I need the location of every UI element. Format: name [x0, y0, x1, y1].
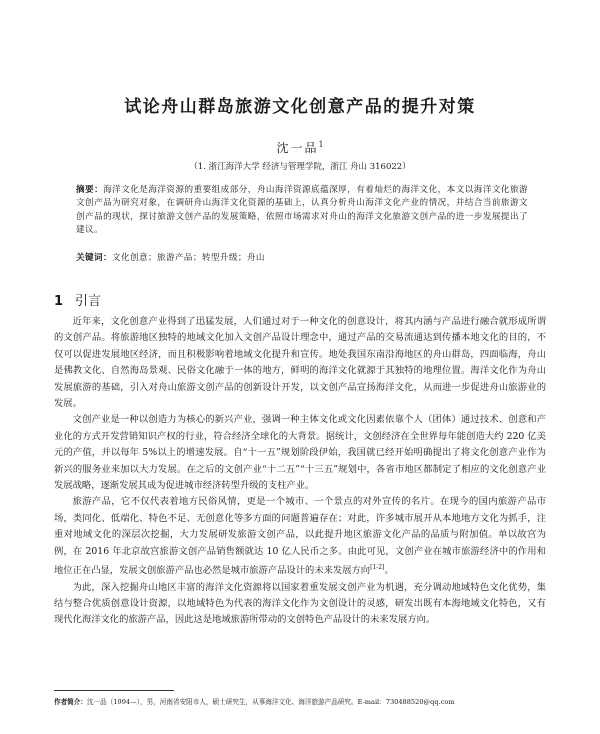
footnote-rule — [54, 690, 174, 691]
citation-ref: [1-2] — [370, 564, 385, 572]
paper-title: 试论舟山群岛旅游文化创意产品的提升对策 — [124, 97, 476, 117]
footnote-label: 作者简介： — [54, 698, 87, 706]
section-heading — [54, 290, 101, 309]
section-number: 1 — [54, 294, 64, 309]
paragraph: 文创产业是一种以创造力为核心的新兴产业，强调一种主体文化或文化因素依靠个人（团体）通过技术、创意和产业化的方式开发营销知识产权的行业，符合经济全球化的大背景。据统计，文创经济在全世界每年能创造大约 220 亿美元的产值，并以每年 5%以上的增速发展。自“十一五”规划阶段伊始，我国就已经开始明确提出了将文化创意产业作为新兴的服务业来加以大力发展。在之后的文创产业“十二五”“十三五”规划中，各省市地区都制定了相应的文化创意产业发展战略，逐渐发展其成为促进城市经济转型升级的支柱产业。 — [54, 414, 546, 492]
abstract-text: 海洋文化是海洋资源的重要组成部分，舟山海洋资源底蕴深厚，有着灿烂的海洋文化，本文以海洋文化旅游文创产品为研究对象，在调研舟山海洋文化资源的基础上，认真分析舟山海洋文化产业的情况，并结合当前旅游文创产品的现状，探讨旅游文创产品的发展策略，依照市场需求对舟山的海洋文化旅游文创产品的进一步发展提出了建议。 — [76, 185, 528, 236]
keywords — [76, 252, 528, 265]
body-text — [54, 314, 546, 629]
paragraph-tail: 。 — [384, 565, 394, 577]
keywords-text: 文化创意；旅游产品；转型升级；舟山 — [111, 253, 265, 263]
paragraph-text: 旅游产品，它不仅代表着地方民俗风情，更是一个城市、一个景点的对外宣传的名片。在现今的国内旅游产品市场，类同化、低端化、特色不足、无创意化等多方面的问题普遍存在；对此，许多城市展开从本地地方文化为抓手，注重对地域文化的深层次挖掘，大力发展研发旅游文创产品，以此提升地区旅游文化产品的品质与附加值。单以故宫为例，在 2016 年北京故宫旅游文创产品销售额就达 10 亿人民币之多。由此可见，文创产业在城市旅游经济中的作用和地位正在凸显，发展文创旅游产品也必然是城市旅游产品设计的未来发展方向 — [54, 496, 546, 577]
paragraph — [54, 494, 546, 579]
paragraph: 近年来，文化创意产业得到了迅猛发展，人们通过对于一种文化的创意设计，将其内涵与产品进行融合就形成所谓的文创产品。将旅游地区独特的地域文化加入文创产品设计理念中，通过产品的交易流通达到传播本地文化的目的，不仅可以促进发展地区经济，而且积极影响着地域文化提升和宣传。地处我国东南沿海地区的舟山群岛，四面临海，舟山是佛教文化、自然海岛景观、民俗文化融于一体的地方，鲜明的海洋文化就源于其独特的地理位置。海洋文化作为舟山发展旅游的基础，引入对舟山旅游文创产品的创新设计开发，以文创产品宣扬海洋文化，从而进一步促进舟山旅游业的发展。 — [54, 316, 546, 410]
author-name: 沈一品 — [276, 141, 319, 155]
footnote — [54, 697, 546, 707]
keywords-label: 关键词： — [76, 253, 112, 263]
section-title: 引言 — [75, 294, 102, 309]
abstract — [76, 184, 528, 238]
footnote-text: 沈一品（1994—），男，河南省安阳市人，硕士研究生，从事海洋文化、海洋旅游产品研究。E-mail：730488520@qq.com — [86, 698, 455, 706]
author-affiliation-mark: 1 — [318, 140, 324, 149]
abstract-label: 摘要： — [76, 185, 104, 195]
affiliation: （1. 浙江海洋大学 经济与管理学院，浙江 舟山 316022） — [189, 162, 411, 172]
paragraph: 为此，深入挖掘舟山地区丰富的海洋文化资源将以国家着重发展文创产业为机遇，充分调动地域特色文化优势，集结与整合优质创意设计资源，以地域特色为代表的海洋文化作为文创设计的灵感，研发出既有本海地域文化特色，又有现代化海洋文化的旅游产品，因此这是地域旅游所带动的文创特色产品设计的未来发展方向。 — [54, 581, 546, 626]
author-line — [0, 139, 600, 156]
